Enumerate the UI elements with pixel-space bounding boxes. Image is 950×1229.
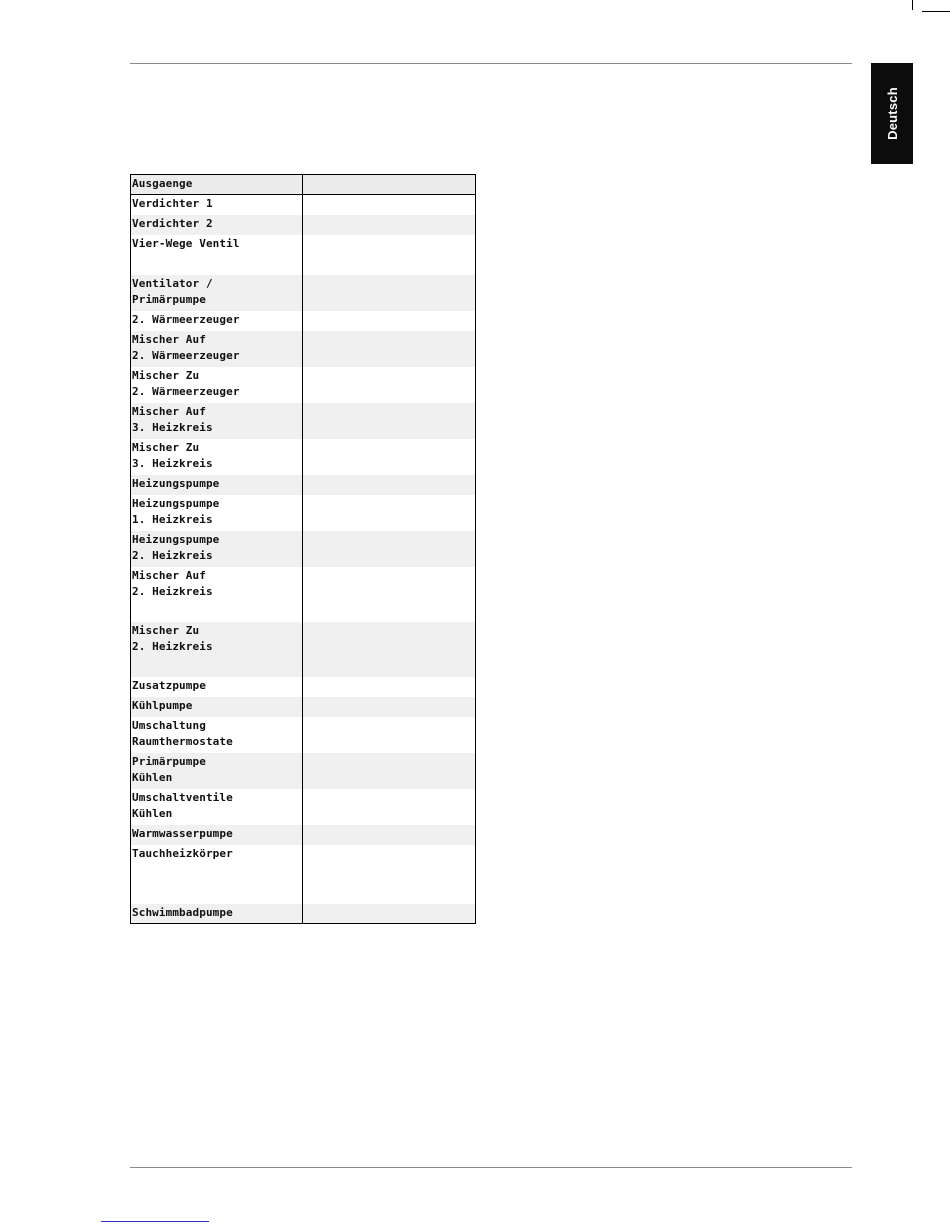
footer-link-underline xyxy=(101,1221,209,1222)
language-tab-label: Deutsch xyxy=(884,87,900,140)
row-label: Mischer Zu 2. Heizkreis xyxy=(131,622,303,677)
table-row xyxy=(131,789,475,825)
row-value xyxy=(303,311,475,331)
row-label: Umschaltventile Kühlen xyxy=(131,789,303,825)
row-value xyxy=(303,531,475,567)
row-value xyxy=(303,789,475,825)
row-label: Umschaltung Raumthermostate xyxy=(131,717,303,753)
row-value xyxy=(303,275,475,311)
table-row xyxy=(131,195,475,215)
crop-mark-vertical xyxy=(912,0,913,10)
table-row xyxy=(131,275,475,311)
row-label: Primärpumpe Kühlen xyxy=(131,753,303,789)
row-label: Verdichter 1 xyxy=(131,195,303,215)
row-value xyxy=(303,753,475,789)
crop-mark-horizontal xyxy=(922,11,950,12)
table-row xyxy=(131,567,475,622)
row-value xyxy=(303,697,475,717)
footer-rule xyxy=(130,1167,852,1168)
table-row xyxy=(131,403,475,439)
table-header-row xyxy=(131,175,475,195)
row-value xyxy=(303,717,475,753)
row-value xyxy=(303,475,475,495)
row-label: Heizungspumpe xyxy=(131,475,303,495)
row-value xyxy=(303,904,475,923)
row-label: Ventilator / Primärpumpe xyxy=(131,275,303,311)
row-value xyxy=(303,845,475,904)
outputs-table xyxy=(130,174,476,924)
table-row xyxy=(131,439,475,475)
row-label: Mischer Auf 3. Heizkreis xyxy=(131,403,303,439)
row-value xyxy=(303,677,475,697)
row-label: Warmwasserpumpe xyxy=(131,825,303,845)
row-label: 2. Wärmeerzeuger xyxy=(131,311,303,331)
row-label: Verdichter 2 xyxy=(131,215,303,235)
table-row xyxy=(131,697,475,717)
table-row xyxy=(131,367,475,403)
table-header-value xyxy=(303,175,475,194)
table-row xyxy=(131,475,475,495)
row-label: Mischer Zu 3. Heizkreis xyxy=(131,439,303,475)
table-row xyxy=(131,531,475,567)
row-value xyxy=(303,235,475,275)
table-row xyxy=(131,235,475,275)
table-row xyxy=(131,717,475,753)
row-value xyxy=(303,403,475,439)
table-row xyxy=(131,825,475,845)
table-row xyxy=(131,495,475,531)
table-row xyxy=(131,311,475,331)
row-label: Mischer Auf 2. Wärmeerzeuger xyxy=(131,331,303,367)
row-value xyxy=(303,195,475,215)
row-label: Kühlpumpe xyxy=(131,697,303,717)
row-value xyxy=(303,367,475,403)
header-rule xyxy=(130,63,852,64)
table-row xyxy=(131,845,475,904)
row-label: Heizungspumpe 2. Heizkreis xyxy=(131,531,303,567)
row-label: Vier-Wege Ventil xyxy=(131,235,303,275)
row-value xyxy=(303,567,475,622)
row-value xyxy=(303,215,475,235)
row-value xyxy=(303,495,475,531)
row-value xyxy=(303,331,475,367)
row-label: Mischer Zu 2. Wärmeerzeuger xyxy=(131,367,303,403)
table-row xyxy=(131,904,475,923)
row-value xyxy=(303,622,475,677)
row-value xyxy=(303,439,475,475)
table-row xyxy=(131,677,475,697)
row-label: Mischer Auf 2. Heizkreis xyxy=(131,567,303,622)
table-row xyxy=(131,215,475,235)
row-value xyxy=(303,825,475,845)
table-row xyxy=(131,753,475,789)
language-tab xyxy=(871,63,913,164)
table-row xyxy=(131,622,475,677)
row-label: Zusatzpumpe xyxy=(131,677,303,697)
row-label: Schwimmbadpumpe xyxy=(131,904,303,923)
table-header-label: Ausgaenge xyxy=(131,175,303,194)
row-label: Heizungspumpe 1. Heizkreis xyxy=(131,495,303,531)
row-label: Tauchheizkörper xyxy=(131,845,303,904)
table-row xyxy=(131,331,475,367)
